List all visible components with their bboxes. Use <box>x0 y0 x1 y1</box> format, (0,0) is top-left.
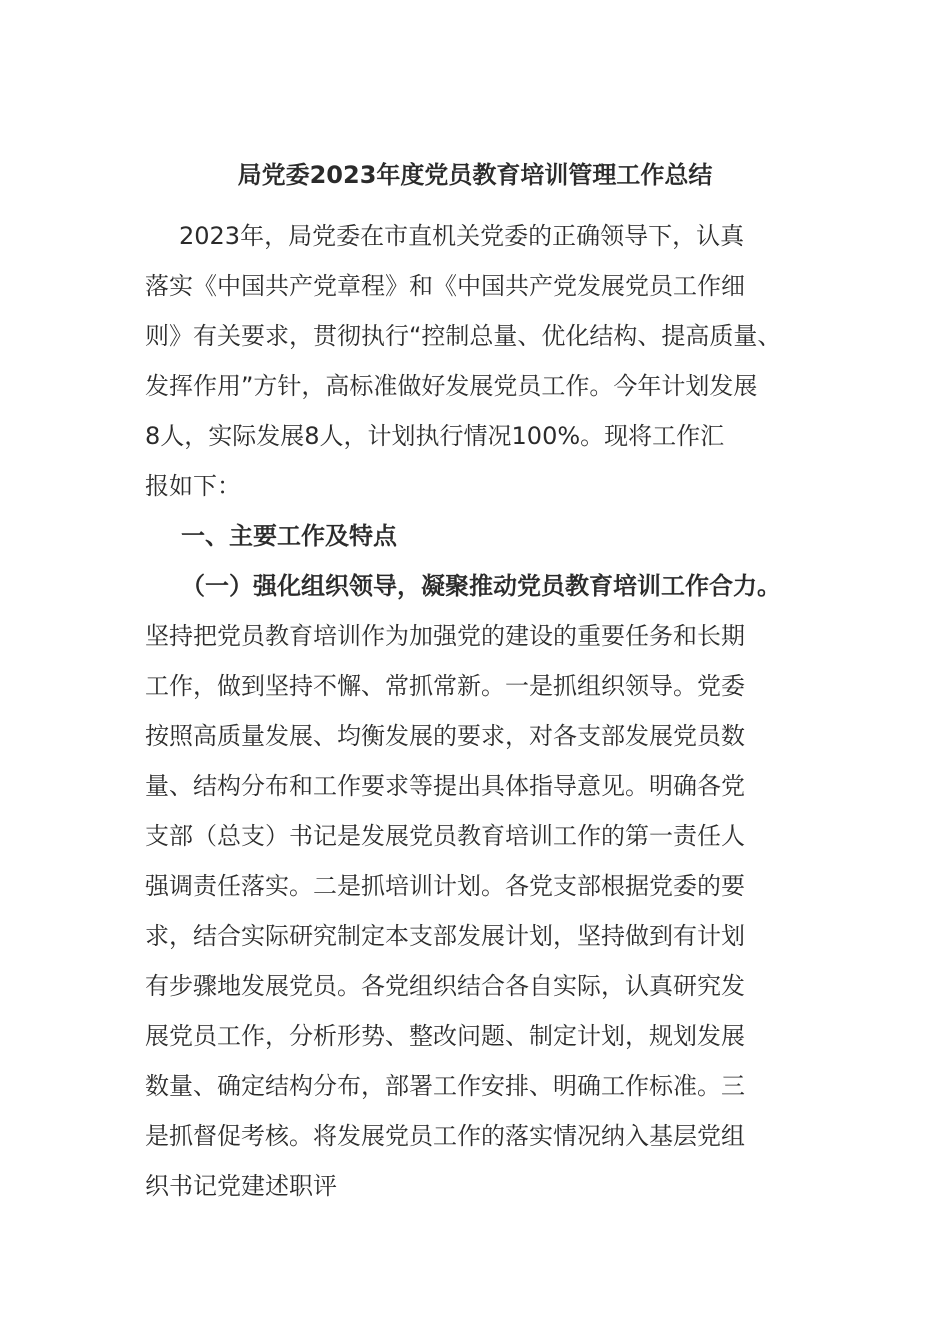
paragraph-line: 是抓督促考核。将发展党员工作的落实情况纳入基层党组 <box>145 1122 745 1150</box>
paragraph-line: 报如下： <box>145 472 241 500</box>
paragraph-line: 展党员工作，分析形势、整改问题、制定计划，规划发展 <box>145 1022 745 1050</box>
document-title: 局党委2023年度党员教育培训管理工作总结 <box>237 161 713 189</box>
paragraph-line: 8人，实际发展8人，计划执行情况100%。现将工作汇 <box>145 422 725 450</box>
paragraph-line: 数量、确定结构分布，部署工作安排、明确工作标准。三 <box>145 1072 745 1100</box>
paragraph-line: 则》有关要求，贯彻执行“控制总量、优化结构、提高质量、 <box>145 322 782 350</box>
paragraph-line: 支部（总支）书记是发展党员教育培训工作的第一责任人 <box>145 822 745 850</box>
paragraph-line: 落实《中国共产党章程》和《中国共产党发展党员工作细 <box>145 272 745 300</box>
paragraph-line: 织书记党建述职评 <box>145 1172 337 1200</box>
paragraph-line: 有步骤地发展党员。各党组织结合各自实际，认真研究发 <box>145 972 745 1000</box>
paragraph-line: 坚持把党员教育培训作为加强党的建设的重要任务和长期 <box>145 622 745 650</box>
subsection-heading: （一）强化组织领导，凝聚推动党员教育培训工作合力。 <box>181 572 781 600</box>
paragraph-line: 2023年，局党委在市直机关党委的正确领导下，认真 <box>179 222 745 250</box>
paragraph-line: 量、结构分布和工作要求等提出具体指导意见。明确各党 <box>145 772 745 800</box>
paragraph-line: 工作，做到坚持不懈、常抓常新。一是抓组织领导。党委 <box>145 672 745 700</box>
paragraph-line: 强调责任落实。二是抓培训计划。各党支部根据党委的要 <box>145 872 745 900</box>
paragraph-line: 按照高质量发展、均衡发展的要求，对各支部发展党员数 <box>145 722 745 750</box>
section-heading: 一、主要工作及特点 <box>181 522 397 550</box>
paragraph-line: 发挥作用”方针，高标准做好发展党员工作。今年计划发展 <box>145 372 758 400</box>
paragraph-line: 求，结合实际研究制定本支部发展计划，坚持做到有计划 <box>145 922 745 950</box>
